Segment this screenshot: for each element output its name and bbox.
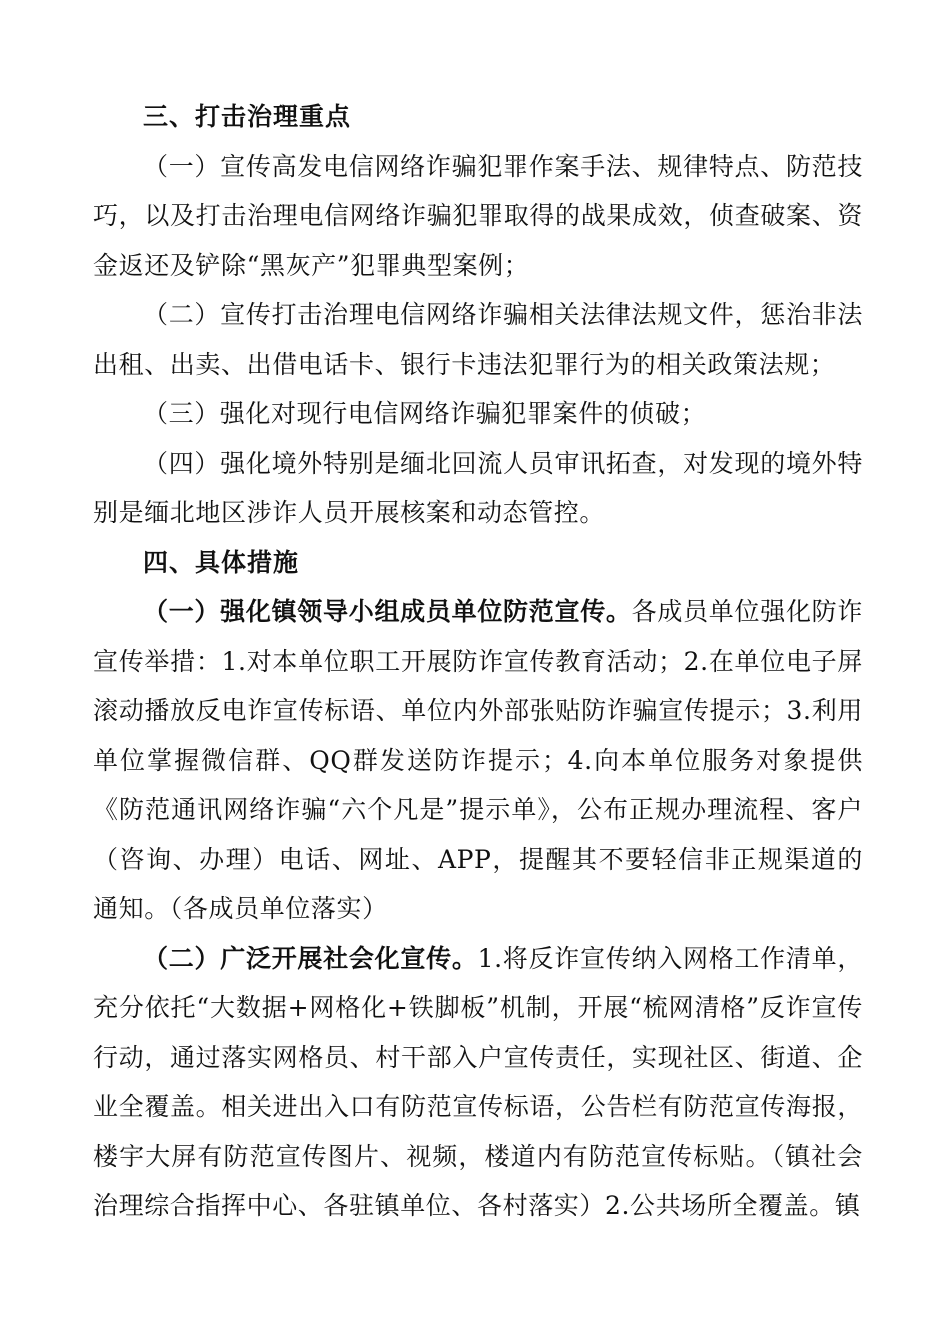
- paragraph-3-1: （一）宣传高发电信网络诈骗犯罪作案手法、规律特点、防范技巧，以及打击治理电信网络诈骗犯罪取得的战果成效，侦查破案、资金返还及铲除“黑灰产”犯罪典型案例；: [93, 151, 863, 280]
- paragraph-4-1: [93, 587, 863, 934]
- paragraph-4-2: [93, 934, 863, 1231]
- paragraph-4-2-lead: （二）广泛开展社会化宣传。: [143, 943, 478, 973]
- paragraph-3-3: （三）强化对现行电信网络诈骗犯罪案件的侦破；: [143, 399, 707, 428]
- document-page: [93, 92, 863, 1231]
- section-heading-3: 三、打击治理重点: [143, 102, 352, 131]
- paragraph-4-1-body: 各成员单位强化防诈宣传举措：1.对本单位职工开展防诈宣传教育活动；2.在单位电子屏滚动播放反电诈宣传标语、单位内外部张贴防诈骗宣传提示；3.利用单位掌握微信群、QQ群发送防诈提示；4.向本单位服务对象提供《防范通讯网络诈骗“六个凡是”提示单》，公布正规办理流程、客户（咨询、办理）电话、网址、APP，提醒其不要轻信非正规渠道的通知。（各成员单位落实）: [93, 597, 864, 923]
- paragraph-4-1-lead: （一）强化镇领导小组成员单位防范宣传。: [143, 597, 632, 626]
- section-heading-4: 四、具体措施: [143, 547, 300, 577]
- paragraph-4-2-body: 1.将反诈宣传纳入网格工作清单，充分依托“大数据+网格化+铁脚板”机制，开展“梳网清格”反诈宣传行动，通过落实网格员、村干部入户宣传责任，实现社区、街道、企业全覆盖。相关进出入口有防范宣传标语，公告栏有防范宣传海报，楼宇大屏有防范宣传图片、视频，楼道内有防范宣传标贴。（镇社会治理综合指挥中心、各驻镇单位、各村落实）2.公共场所全覆盖。镇: [93, 943, 863, 1220]
- paragraph-3-4: （四）强化境外特别是缅北回流人员审讯拓查，对发现的境外特别是缅北地区涉诈人员开展核案和动态管控。: [93, 448, 863, 527]
- paragraph-3-2: （二）宣传打击治理电信网络诈骗相关法律法规文件，惩治非法出租、出卖、出借电话卡、银行卡违法犯罪行为的相关政策法规；: [93, 300, 863, 379]
